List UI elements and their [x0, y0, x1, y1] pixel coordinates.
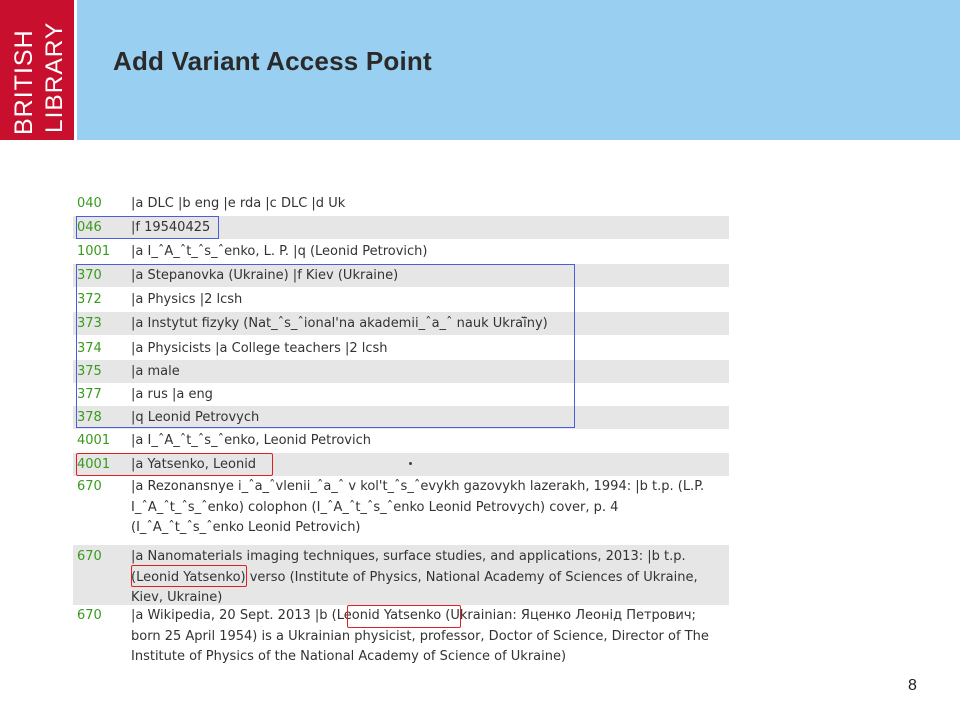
logo-line-british: BRITISH [10, 29, 38, 135]
british-library-logo [0, 0, 74, 140]
field-tag: 375 [77, 364, 102, 379]
highlight-37x-fields-box [76, 264, 575, 428]
field-content: |a Yatsenko, Leonid [131, 457, 257, 472]
field-content: |f 19540425 [131, 220, 211, 235]
record-row [73, 429, 729, 452]
field-content: |a Nanomaterials imaging techniques, surface studies, and applications, 2013: |b t.p. (Leonid Yatsenko) verso (Institute of Physics, National Academy of Sciences of Ukraine, Kiev, Ukraine) [131, 549, 702, 605]
highlight-046-box [76, 216, 219, 239]
page-title: Add Variant Access Point [113, 46, 432, 76]
field-tag: 4001 [77, 433, 111, 448]
field-content: |a Stepanovka (Ukraine) |f Kiev (Ukraine) [131, 268, 399, 283]
record-row [73, 477, 729, 543]
highlight-name-verso-box [131, 565, 247, 587]
field-content: |a Physics |2 lcsh [131, 292, 243, 307]
record-row [73, 192, 729, 215]
field-tag: 1001 [77, 244, 111, 259]
field-tag: 670 [77, 549, 102, 564]
field-content: |q Leonid Petrovych [131, 410, 260, 425]
field-tag: 040 [77, 196, 102, 211]
field-tag: 377 [77, 387, 102, 402]
highlight-new-4001-box [76, 453, 273, 476]
field-content: |a Rezonansnye i_ˆa_ˆvlenii_ˆa_ˆ v kol't_ˆs_ˆevykh gazovykh lazerakh, 1994: |b t.p. (L.P. I_ˆA_ˆt_ˆs_ˆenko) colophon (I_ˆA_ˆt_ˆs_ˆenko Leonid Petrovych) cover, p. 4 (I_ˆA_ˆt_ˆs_ˆenko Leonid Petrovich) [131, 479, 709, 535]
field-tag: 670 [77, 479, 102, 494]
field-content: |a I_ˆA_ˆt_ˆs_ˆenko, L. P. |q (Leonid Petrovich) [131, 244, 428, 259]
record-row [73, 240, 729, 263]
field-tag: 372 [77, 292, 102, 307]
field-tag: 670 [77, 608, 102, 623]
stray-dot [409, 462, 412, 465]
field-content: |a rus |a eng [131, 387, 213, 402]
field-tag: 378 [77, 410, 102, 425]
logo-wordmark [0, 0, 74, 140]
field-content: |a male [131, 364, 180, 379]
field-content: |a DLC |b eng |e rda |c DLC |d Uk [131, 196, 346, 211]
field-content: |a I_ˆA_ˆt_ˆs_ˆenko, Leonid Petrovich [131, 433, 371, 448]
page-number: 8 [908, 677, 917, 694]
field-content: |a Wikipedia, 20 Sept. 2013 |b (Leonid Yatsenko (Ukrainian: Яценко Леонід Петрович; born 25 April 1954) is a Ukrainian physicist, professor, Doctor of Science, Director of The Institute of Physics of the National Academy of Science of Ukraine) [131, 608, 713, 664]
field-content: |a Physicists |a College teachers |2 lcsh [131, 341, 388, 356]
field-tag: 373 [77, 316, 102, 331]
field-tag: 370 [77, 268, 102, 283]
field-content: |a Instytut fizyky (Nat_ˆs_ˆional'na akademii_ˆa_ˆ nauk Ukraï̈ny) [131, 316, 548, 331]
field-tag: 046 [77, 220, 102, 235]
field-tag: 4001 [77, 457, 111, 472]
field-tag: 374 [77, 341, 102, 356]
highlight-name-wikipedia-box [347, 605, 461, 628]
logo-line-library: LIBRARY [41, 21, 68, 133]
